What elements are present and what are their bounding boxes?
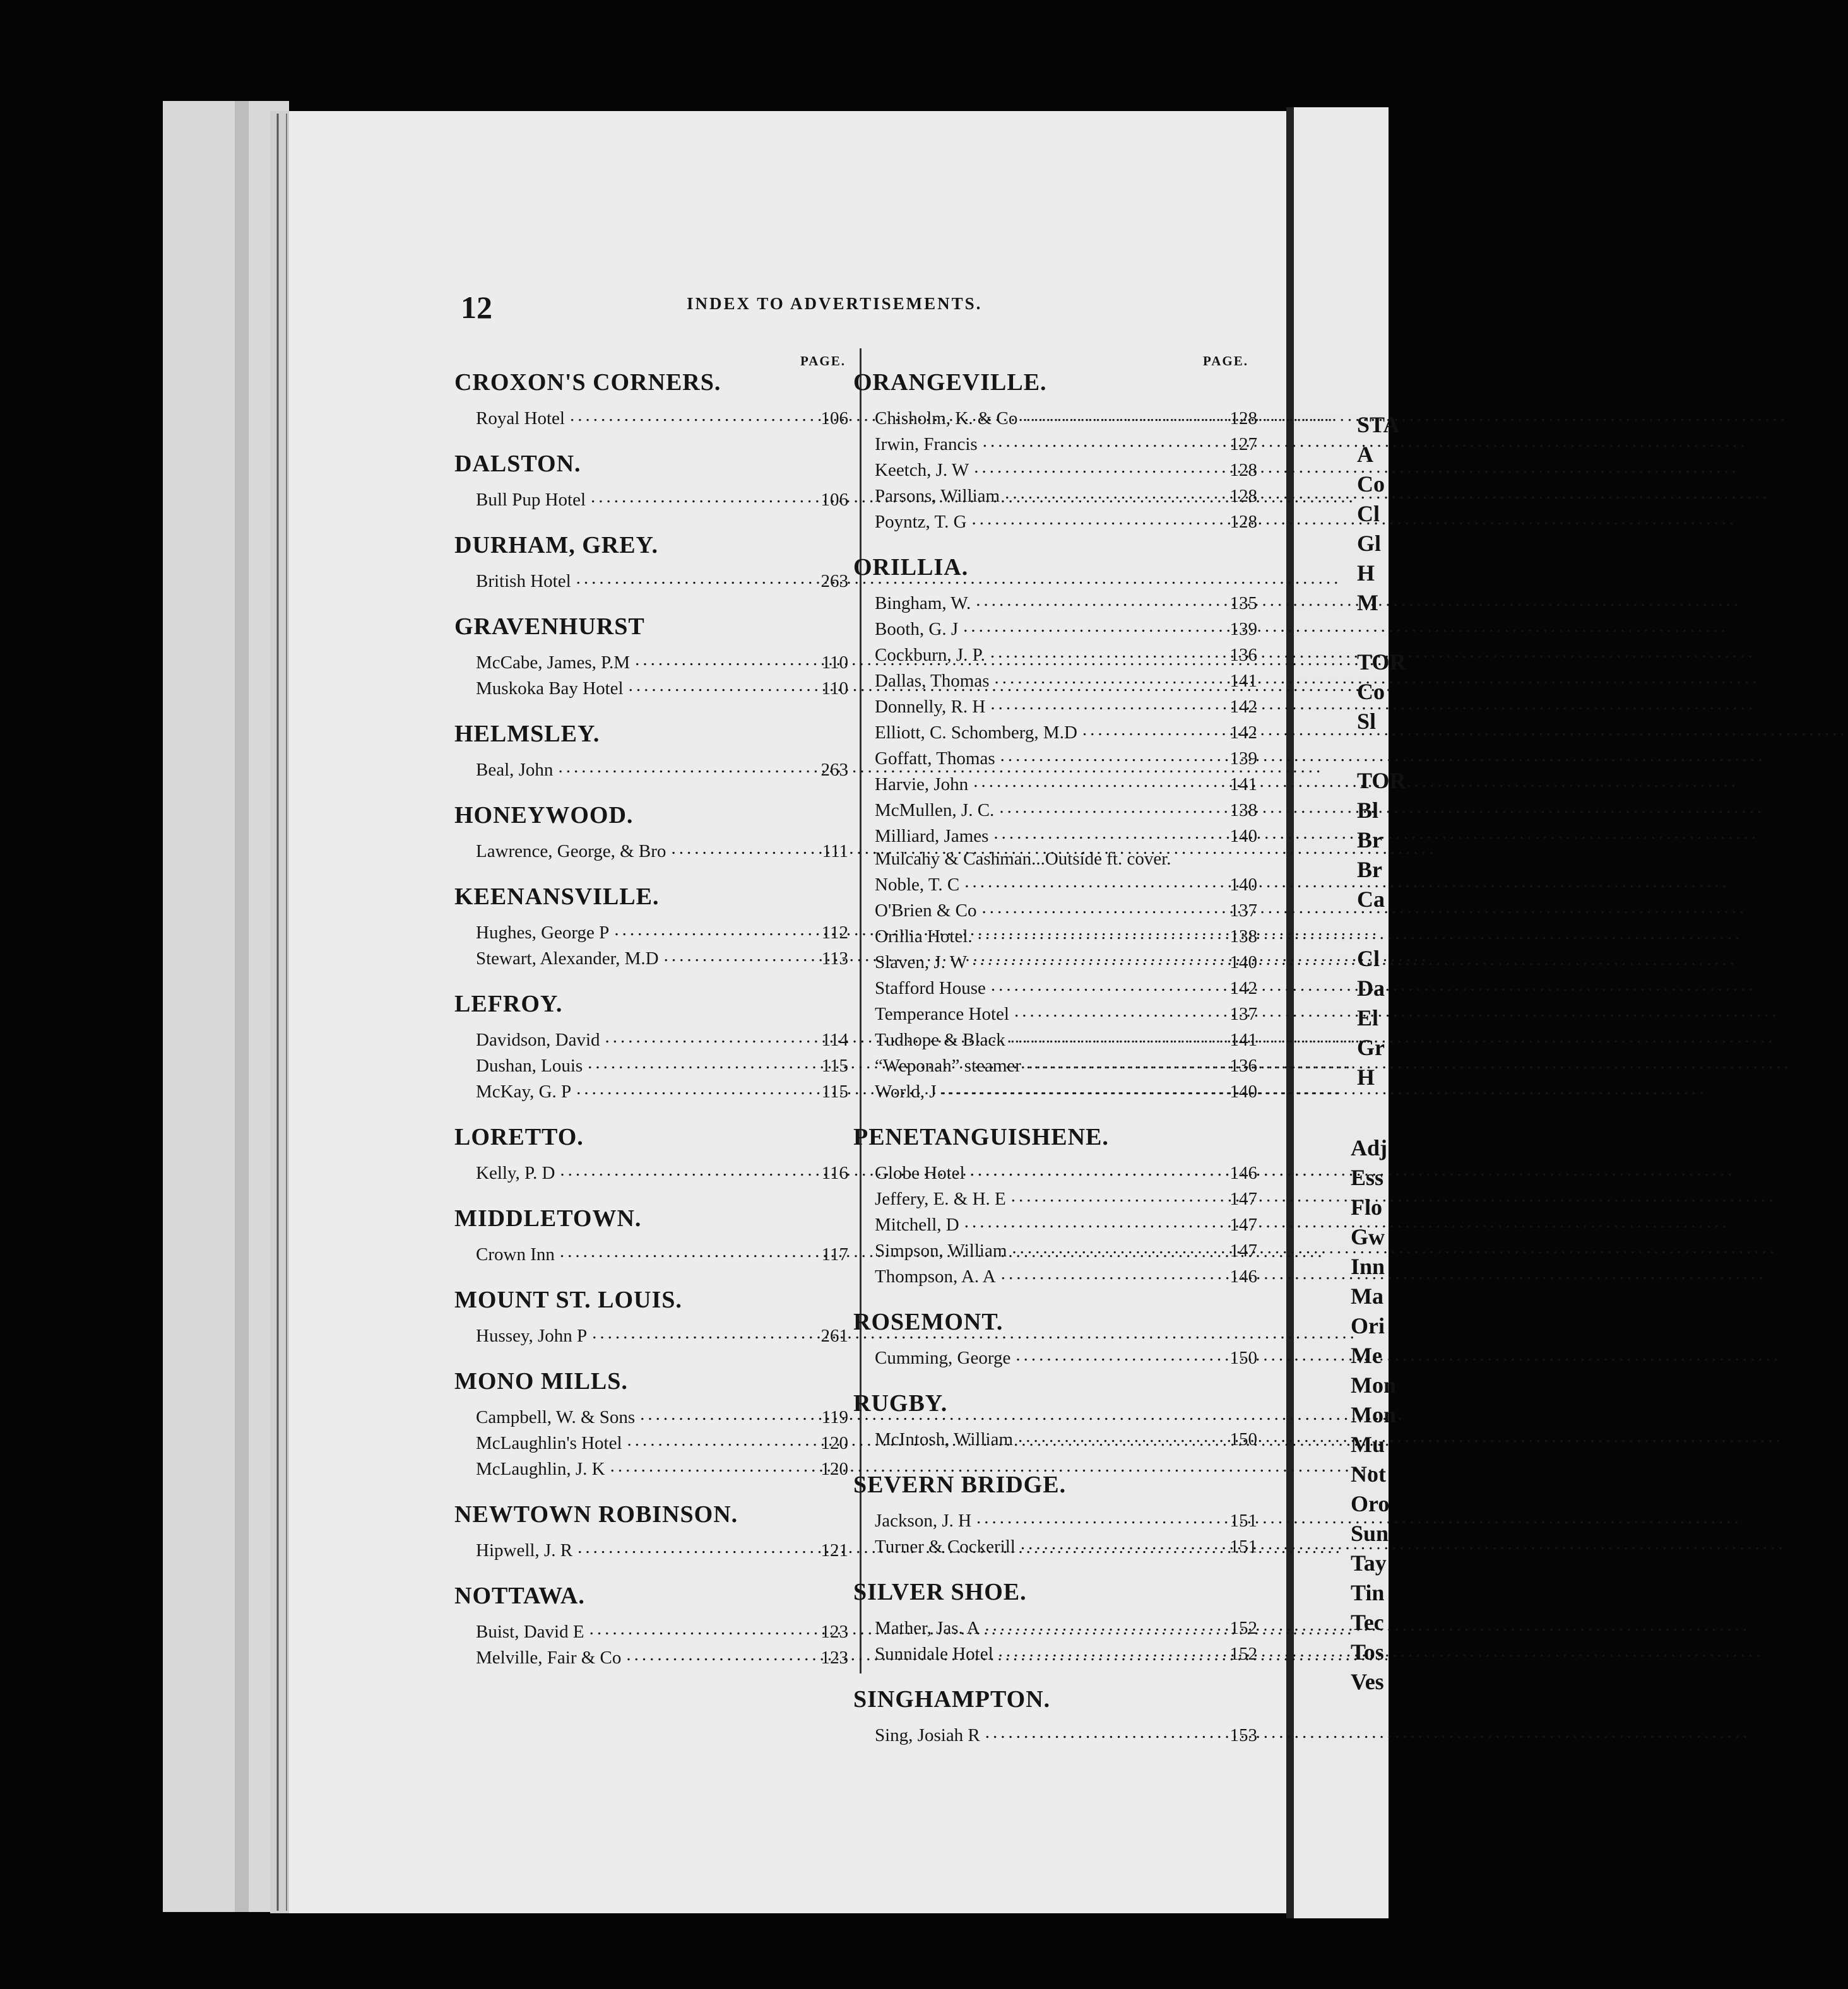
entry-name: Turner & Cockerill (875, 1537, 1016, 1557)
dot-leader (627, 1429, 813, 1449)
entry-name: Sing, Josiah R (875, 1725, 980, 1745)
entry-page-number: 137 (1229, 1004, 1257, 1024)
dot-leader (640, 1403, 813, 1423)
entry-page-number: 141 (1229, 671, 1257, 691)
index-entry (853, 822, 1257, 847)
entry-page-number: 140 (1229, 826, 1257, 846)
entry-page-number: 128 (1229, 486, 1257, 506)
entry-page-number: 106 (820, 408, 848, 428)
entry-page-number: 120 (820, 1433, 848, 1453)
entry-name: Muskoka Bay Hotel (476, 678, 624, 699)
index-entry (853, 615, 1257, 640)
entry-page-number: 141 (1229, 774, 1257, 794)
entry-page-number: 152 (1229, 1644, 1257, 1664)
entry-name: Hipwell, J. R (476, 1540, 573, 1561)
entry-list (454, 755, 848, 781)
entry-list (454, 567, 848, 593)
entry-name: World, J (875, 1082, 937, 1102)
entry-page-number: 128 (1229, 408, 1257, 428)
town-heading: SEVERN BRIDGE. (853, 1472, 1067, 1498)
entry-page-number: 261 (820, 1326, 848, 1346)
entry-page-number: 106 (820, 490, 848, 510)
dot-leader (671, 837, 813, 857)
dot-leader (578, 1536, 813, 1556)
entry-name: Campbell, W. & Sons (476, 1407, 636, 1427)
index-entry (853, 974, 1257, 1000)
town-heading: MIDDLETOWN. (454, 1205, 642, 1232)
dot-leader (605, 1025, 813, 1046)
entry-page-number: 150 (1229, 1429, 1257, 1449)
index-entry (454, 1159, 848, 1184)
entry-page-number: 142 (1229, 723, 1257, 743)
entry-name: Stafford House (875, 978, 986, 998)
entry-name: McCabe, James, P.M (476, 652, 631, 673)
index-entry (853, 1506, 1257, 1532)
page-column-label-left: PAGE. (800, 353, 846, 369)
town-heading: HONEYWOOD. (454, 802, 634, 829)
dot-leader (576, 1077, 813, 1097)
index-entry (853, 1614, 1257, 1639)
entry-list (454, 1321, 848, 1347)
entry-list (454, 404, 848, 430)
entry-list (853, 589, 1257, 1103)
index-entry (853, 1639, 1257, 1665)
dot-leader (985, 1721, 1222, 1741)
index-entry (454, 837, 848, 863)
dot-leader (983, 430, 1222, 450)
dot-leader (1018, 1425, 1222, 1445)
dot-leader (942, 1077, 1222, 1097)
dot-leader (629, 674, 813, 694)
entry-name: Buist, David E (476, 1622, 584, 1642)
entry-page-number: 147 (1229, 1215, 1257, 1235)
entry-name: Lawrence, George, & Bro (476, 841, 666, 861)
entry-page-number: 140 (1229, 1082, 1257, 1102)
entry-list (853, 1614, 1257, 1665)
entry-name: Davidson, David (476, 1030, 600, 1050)
index-entry (454, 674, 848, 700)
entry-page-number: 142 (1229, 697, 1257, 717)
entry-name: Tudhope & Black (875, 1030, 1005, 1050)
index-entry (454, 1455, 848, 1480)
index-entry (853, 1262, 1257, 1288)
entry-page-number: 110 (821, 652, 848, 673)
dot-leader (990, 692, 1222, 712)
index-entry (853, 692, 1257, 718)
dot-leader (972, 507, 1222, 528)
dot-leader (560, 1240, 813, 1260)
index-entry (454, 1617, 848, 1643)
town-heading: SINGHAMPTON. (853, 1686, 1051, 1713)
index-entry (853, 456, 1257, 481)
page-column-label-right: PAGE. (1203, 353, 1249, 369)
dot-leader (976, 589, 1222, 609)
town-heading: HELMSLEY. (454, 721, 600, 747)
facing-page-fragment-upper: STA A Co Cl Gl H M TOR Co Sl TOR Bl Br Br Ca Cl Da El Gr H (1357, 412, 1406, 1090)
entry-page-number: 128 (1229, 512, 1257, 532)
dot-leader (1001, 1262, 1222, 1282)
dot-leader (570, 404, 813, 424)
entry-page-number: 150 (1229, 1348, 1257, 1368)
entry-list (853, 1343, 1257, 1369)
dot-leader (1026, 1051, 1222, 1071)
entry-page-number: 141 (1229, 1030, 1257, 1050)
entry-page-number: 139 (1229, 619, 1257, 639)
index-entry (853, 870, 1257, 896)
entry-page-number: 146 (1229, 1163, 1257, 1183)
entry-name: Globe Hotel (875, 1163, 965, 1183)
facing-page-fragment-lower: Adj Ess Flo Gw Inn Ma Ori Me Mon Mon Mu Not Oro Sun Tay Tin Tec Tos Ves (1351, 1135, 1396, 1694)
dot-leader (1021, 1532, 1222, 1552)
index-entry (853, 1721, 1257, 1747)
index-entry (454, 1077, 848, 1103)
dot-leader (973, 770, 1222, 790)
index-entry (853, 1184, 1257, 1210)
entry-page-number: 114 (821, 1030, 848, 1050)
dot-leader (999, 796, 1222, 816)
town-heading: ORANGEVILLE. (853, 369, 1047, 396)
index-entry (454, 1643, 848, 1669)
entry-name: Mulcahy & Cashman...Outside ft. cover. (875, 849, 1171, 869)
entry-list (454, 1025, 848, 1103)
index-entry (853, 796, 1257, 822)
entry-page-number: 117 (821, 1244, 848, 1265)
entry-page-number: 263 (820, 760, 848, 780)
entry-name: Irwin, Francis (875, 434, 978, 454)
dot-leader (635, 648, 813, 668)
entry-name: Chisholm, K. & Co (875, 408, 1018, 428)
dot-leader (990, 640, 1222, 661)
page-number: 12 (461, 290, 492, 325)
dot-leader (1082, 718, 1222, 738)
entry-name: Simpson, William (875, 1241, 1007, 1261)
entry-name: Bingham, W. (875, 593, 971, 613)
entry-name: Orillia Hotel. (875, 926, 973, 947)
town-heading: NEWTOWN ROBINSON. (454, 1501, 738, 1528)
dot-leader (1010, 1025, 1222, 1046)
town-heading: DURHAM, GREY. (454, 532, 658, 558)
index-entry (454, 648, 848, 674)
entry-name: Melville, Fair & Co (476, 1648, 622, 1668)
entry-name: Mitchell, D (875, 1215, 959, 1235)
entry-page-number: 123 (820, 1648, 848, 1668)
index-entry (853, 770, 1257, 796)
index-entry (853, 896, 1257, 922)
entry-page-number: 111 (822, 841, 848, 861)
entry-page-number: 136 (1229, 645, 1257, 665)
town-heading: DALSTON. (454, 451, 581, 477)
entry-name: Thompson, A. A (875, 1266, 996, 1287)
index-entry (853, 1236, 1257, 1262)
entry-list (454, 837, 848, 863)
dot-leader (1000, 744, 1222, 764)
index-entry (853, 922, 1257, 948)
index-entry (853, 718, 1257, 744)
entry-page-number: 113 (821, 948, 848, 969)
entry-name: Jeffery, E. & H. E (875, 1189, 1006, 1209)
entry-list (454, 918, 848, 970)
entry-name: Kelly, P. D (476, 1163, 555, 1183)
dot-leader (588, 1051, 813, 1071)
entry-name: Hughes, George P (476, 923, 610, 943)
index-entry (454, 1240, 848, 1266)
index-entry (454, 1051, 848, 1077)
entry-name: Crown Inn (476, 1244, 555, 1265)
index-entry (853, 847, 1257, 870)
dot-leader (976, 1506, 1222, 1526)
town-heading: CROXON'S CORNERS. (454, 369, 721, 396)
dot-leader (978, 922, 1222, 942)
dot-leader (1011, 1184, 1222, 1205)
entry-page-number: 119 (821, 1407, 848, 1427)
entry-name: Sunnidale Hotel (875, 1644, 993, 1664)
index-entry (853, 1210, 1257, 1236)
index-entry (454, 1536, 848, 1562)
entry-list (853, 1159, 1257, 1288)
entry-page-number: 110 (821, 678, 848, 699)
town-heading: GRAVENHURST (454, 613, 645, 640)
dot-leader (591, 485, 813, 505)
dot-leader (991, 974, 1222, 994)
entry-name: Bull Pup Hotel (476, 490, 586, 510)
town-heading: KEENANSVILLE. (454, 883, 660, 910)
entry-name: Temperance Hotel (875, 1004, 1009, 1024)
index-entry (454, 918, 848, 944)
town-heading: ORILLIA. (853, 554, 969, 581)
index-entry (853, 1051, 1257, 1077)
index-entry (853, 1159, 1257, 1184)
entry-page-number: 135 (1229, 593, 1257, 613)
dot-leader (964, 1210, 1222, 1231)
dot-leader (972, 948, 1222, 968)
dot-leader (626, 1643, 813, 1663)
entry-page-number: 121 (820, 1540, 848, 1561)
dot-leader (963, 615, 1222, 635)
dot-leader (589, 1617, 813, 1638)
dot-leader (560, 1159, 813, 1179)
entry-name: Harvie, John (875, 774, 969, 794)
left-column (454, 370, 848, 1691)
entry-name: Keetch, J. W (875, 460, 969, 480)
dot-leader (664, 944, 813, 964)
dot-leader (1016, 1343, 1222, 1364)
running-head: INDEX TO ADVERTISEMENTS. (687, 294, 983, 313)
entry-name: Cockburn, J. P. (875, 645, 985, 665)
entry-name: McLaughlin's Hotel (476, 1433, 622, 1453)
dot-leader (982, 896, 1223, 916)
entry-name: British Hotel (476, 571, 571, 591)
entry-page-number: 153 (1229, 1725, 1257, 1745)
index-entry (853, 666, 1257, 692)
dot-leader (1012, 1236, 1222, 1256)
entry-list (454, 1240, 848, 1266)
entry-page-number: 136 (1229, 1056, 1257, 1076)
right-column (853, 370, 1257, 1768)
dot-leader (1022, 404, 1222, 424)
entry-list (853, 404, 1257, 533)
index-entry (454, 1403, 848, 1429)
entry-page-number: 139 (1229, 748, 1257, 769)
dot-leader (576, 567, 813, 587)
entry-name: Noble, T. C (875, 875, 960, 895)
town-heading: MOUNT ST. LOUIS. (454, 1287, 682, 1313)
entry-page-number: 120 (820, 1459, 848, 1479)
entry-page-number: 127 (1229, 434, 1257, 454)
entry-name: Cumming, George (875, 1348, 1011, 1368)
index-entry (853, 1425, 1257, 1451)
index-entry (853, 589, 1257, 615)
index-entry (454, 485, 848, 511)
index-entry (454, 567, 848, 593)
entry-page-number: 128 (1229, 460, 1257, 480)
entry-name: Slaven, J. W (875, 952, 968, 972)
town-heading: PENETANGUISHENE. (853, 1124, 1109, 1150)
entry-page-number: 147 (1229, 1241, 1257, 1261)
entry-page-number: 140 (1229, 875, 1257, 895)
entry-page-number: 151 (1229, 1511, 1257, 1531)
entry-name: Elliott, C. Schomberg, M.D (875, 723, 1077, 743)
town-heading: SILVER SHOE. (853, 1579, 1027, 1605)
entry-name: Poyntz, T. G (875, 512, 967, 532)
entry-name: Parsons, William (875, 486, 1000, 506)
index-entry (853, 507, 1257, 533)
entry-name: Booth, G. J (875, 619, 959, 639)
entry-page-number: 140 (1229, 952, 1257, 972)
entry-name: Goffatt, Thomas (875, 748, 995, 769)
entry-page-number: 138 (1229, 926, 1257, 947)
index-entry (853, 1532, 1257, 1558)
dot-leader (995, 666, 1223, 687)
entry-page-number: 151 (1229, 1537, 1257, 1557)
entry-name: Stewart, Alexander, M.D (476, 948, 659, 969)
dot-leader (985, 1614, 1222, 1634)
entry-list (853, 1425, 1257, 1451)
entry-list (454, 485, 848, 511)
entry-name: O'Brien & Co (875, 900, 977, 921)
entry-page-number: 137 (1229, 900, 1257, 921)
dot-leader (1005, 481, 1222, 502)
index-entry (853, 430, 1257, 456)
entry-page-number: 115 (821, 1082, 848, 1102)
index-entry (853, 404, 1257, 430)
entry-page-number: 263 (820, 571, 848, 591)
index-entry (853, 948, 1257, 974)
index-entry (454, 404, 848, 430)
entry-name: McIntosh, William (875, 1429, 1014, 1449)
entry-name: Donnelly, R. H (875, 697, 986, 717)
dot-leader (614, 918, 813, 938)
index-entry (853, 1025, 1257, 1051)
entry-name: McMullen, J. C. (875, 800, 995, 820)
town-heading: LORETTO. (454, 1124, 584, 1150)
entry-name: Beal, John (476, 760, 554, 780)
dot-leader (964, 870, 1222, 890)
town-heading: NOTTAWA. (454, 1583, 585, 1609)
entry-name: Hussey, John P (476, 1326, 588, 1346)
entry-page-number: 112 (821, 923, 848, 943)
entry-list (454, 1536, 848, 1562)
entry-name: McKay, G. P (476, 1082, 572, 1102)
dot-leader (974, 456, 1222, 476)
index-entry (853, 1000, 1257, 1025)
dot-leader (610, 1455, 813, 1475)
entry-name: Royal Hotel (476, 408, 565, 428)
entry-name: Milliard, James (875, 826, 989, 846)
town-heading: MONO MILLS. (454, 1368, 628, 1395)
index-entry (454, 1321, 848, 1347)
entry-page-number: 115 (821, 1056, 848, 1076)
dot-leader (1014, 1000, 1222, 1020)
entry-list (454, 648, 848, 700)
index-entry (853, 1077, 1257, 1103)
dot-leader (998, 1639, 1222, 1660)
entry-page-number: 116 (821, 1163, 848, 1183)
index-entry (454, 1025, 848, 1051)
index-entry (454, 755, 848, 781)
entry-page-number: 138 (1229, 800, 1257, 820)
entry-name: “Weponah” steamer (875, 1056, 1021, 1076)
index-entry (454, 1429, 848, 1455)
dot-leader (970, 1159, 1222, 1179)
entry-page-number: 146 (1229, 1266, 1257, 1287)
dot-leader (993, 822, 1222, 842)
entry-list (454, 1159, 848, 1184)
index-entry (454, 944, 848, 970)
index-entry (853, 744, 1257, 770)
entry-name: Mather, Jas. A (875, 1618, 980, 1638)
index-entry (853, 1343, 1257, 1369)
entry-name: Dushan, Louis (476, 1056, 583, 1076)
entry-list (454, 1403, 848, 1480)
dot-leader (558, 755, 813, 776)
entry-page-number: 147 (1229, 1189, 1257, 1209)
entry-name: McLaughlin, J. K (476, 1459, 605, 1479)
entry-page-number: 152 (1229, 1618, 1257, 1638)
entry-name: Dallas, Thomas (875, 671, 990, 691)
entry-name: Jackson, J. H (875, 1511, 972, 1531)
entry-list (454, 1617, 848, 1669)
town-heading: LEFROY. (454, 991, 563, 1017)
entry-page-number: 123 (820, 1622, 848, 1642)
dot-leader (592, 1321, 813, 1342)
town-heading: ROSEMONT. (853, 1309, 1004, 1335)
entry-list (853, 1506, 1257, 1558)
entry-list (853, 1721, 1257, 1747)
entry-page-number: 142 (1229, 978, 1257, 998)
town-heading: RUGBY. (853, 1390, 948, 1417)
index-entry (853, 481, 1257, 507)
index-entry (853, 640, 1257, 666)
